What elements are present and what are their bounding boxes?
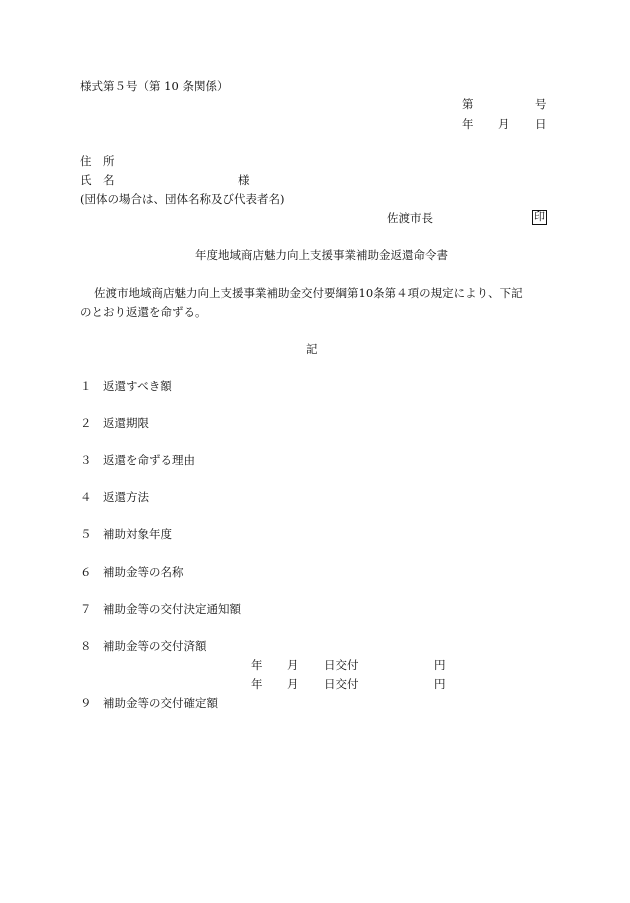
item-4-number: ４ (80, 490, 92, 504)
payment-row-2-month: 月 (287, 677, 299, 691)
issuer-name: 佐渡市長 (387, 211, 433, 225)
item-8-number: ８ (80, 639, 92, 653)
payment-row-1-year: 年 (251, 658, 263, 672)
item-2-label: 返還期限 (103, 416, 149, 430)
form-number: 様式第５号（第 10 条関係） (80, 79, 229, 93)
item-5-number: ５ (80, 527, 92, 541)
item-7-number: ７ (80, 602, 92, 616)
item-3-number: ３ (80, 453, 92, 467)
number-go: 号 (535, 97, 547, 111)
document-title: 年度地域商店魅力向上支援事業補助金返還命令書 (195, 248, 448, 262)
honorific-sama: 様 (238, 173, 250, 187)
ki-heading: 記 (306, 342, 318, 356)
date-day: 日 (535, 117, 547, 131)
payment-row-2-yen: 円 (434, 677, 446, 691)
payment-row-1-day: 日交付 (324, 658, 359, 672)
item-6-label: 補助金等の名称 (103, 565, 184, 579)
item-3-label: 返還を命ずる理由 (103, 453, 195, 467)
number-dai: 第 (462, 97, 474, 111)
item-9-number: ９ (80, 696, 92, 710)
address-label: 住 所 (80, 154, 115, 168)
body-line-1: 佐渡市地域商店魅力向上支援事業補助金交付要綱第10条第４項の規定により、下記 (94, 286, 523, 300)
item-1-number: １ (80, 379, 92, 393)
body-line-2: のとおり返還を命ずる。 (80, 305, 207, 319)
item-2-number: ２ (80, 416, 92, 430)
payment-row-1-yen: 円 (434, 658, 446, 672)
name-label: 氏 名 (80, 173, 115, 187)
date-month: 月 (498, 117, 510, 131)
item-9-label: 補助金等の交付確定額 (103, 696, 218, 710)
item-6-number: ６ (80, 565, 92, 579)
payment-row-1-month: 月 (287, 658, 299, 672)
item-7-label: 補助金等の交付決定通知額 (103, 602, 241, 616)
item-8-label: 補助金等の交付済額 (103, 639, 207, 653)
item-5-label: 補助対象年度 (103, 527, 172, 541)
seal-mark: 印 (534, 210, 545, 223)
organization-note: (団体の場合は、団体名称及び代表者名) (80, 192, 285, 206)
payment-row-2-day: 日交付 (324, 677, 359, 691)
item-4-label: 返還方法 (103, 490, 149, 504)
payment-row-2-year: 年 (251, 677, 263, 691)
item-1-label: 返還すべき額 (103, 379, 172, 393)
date-year: 年 (462, 117, 474, 131)
